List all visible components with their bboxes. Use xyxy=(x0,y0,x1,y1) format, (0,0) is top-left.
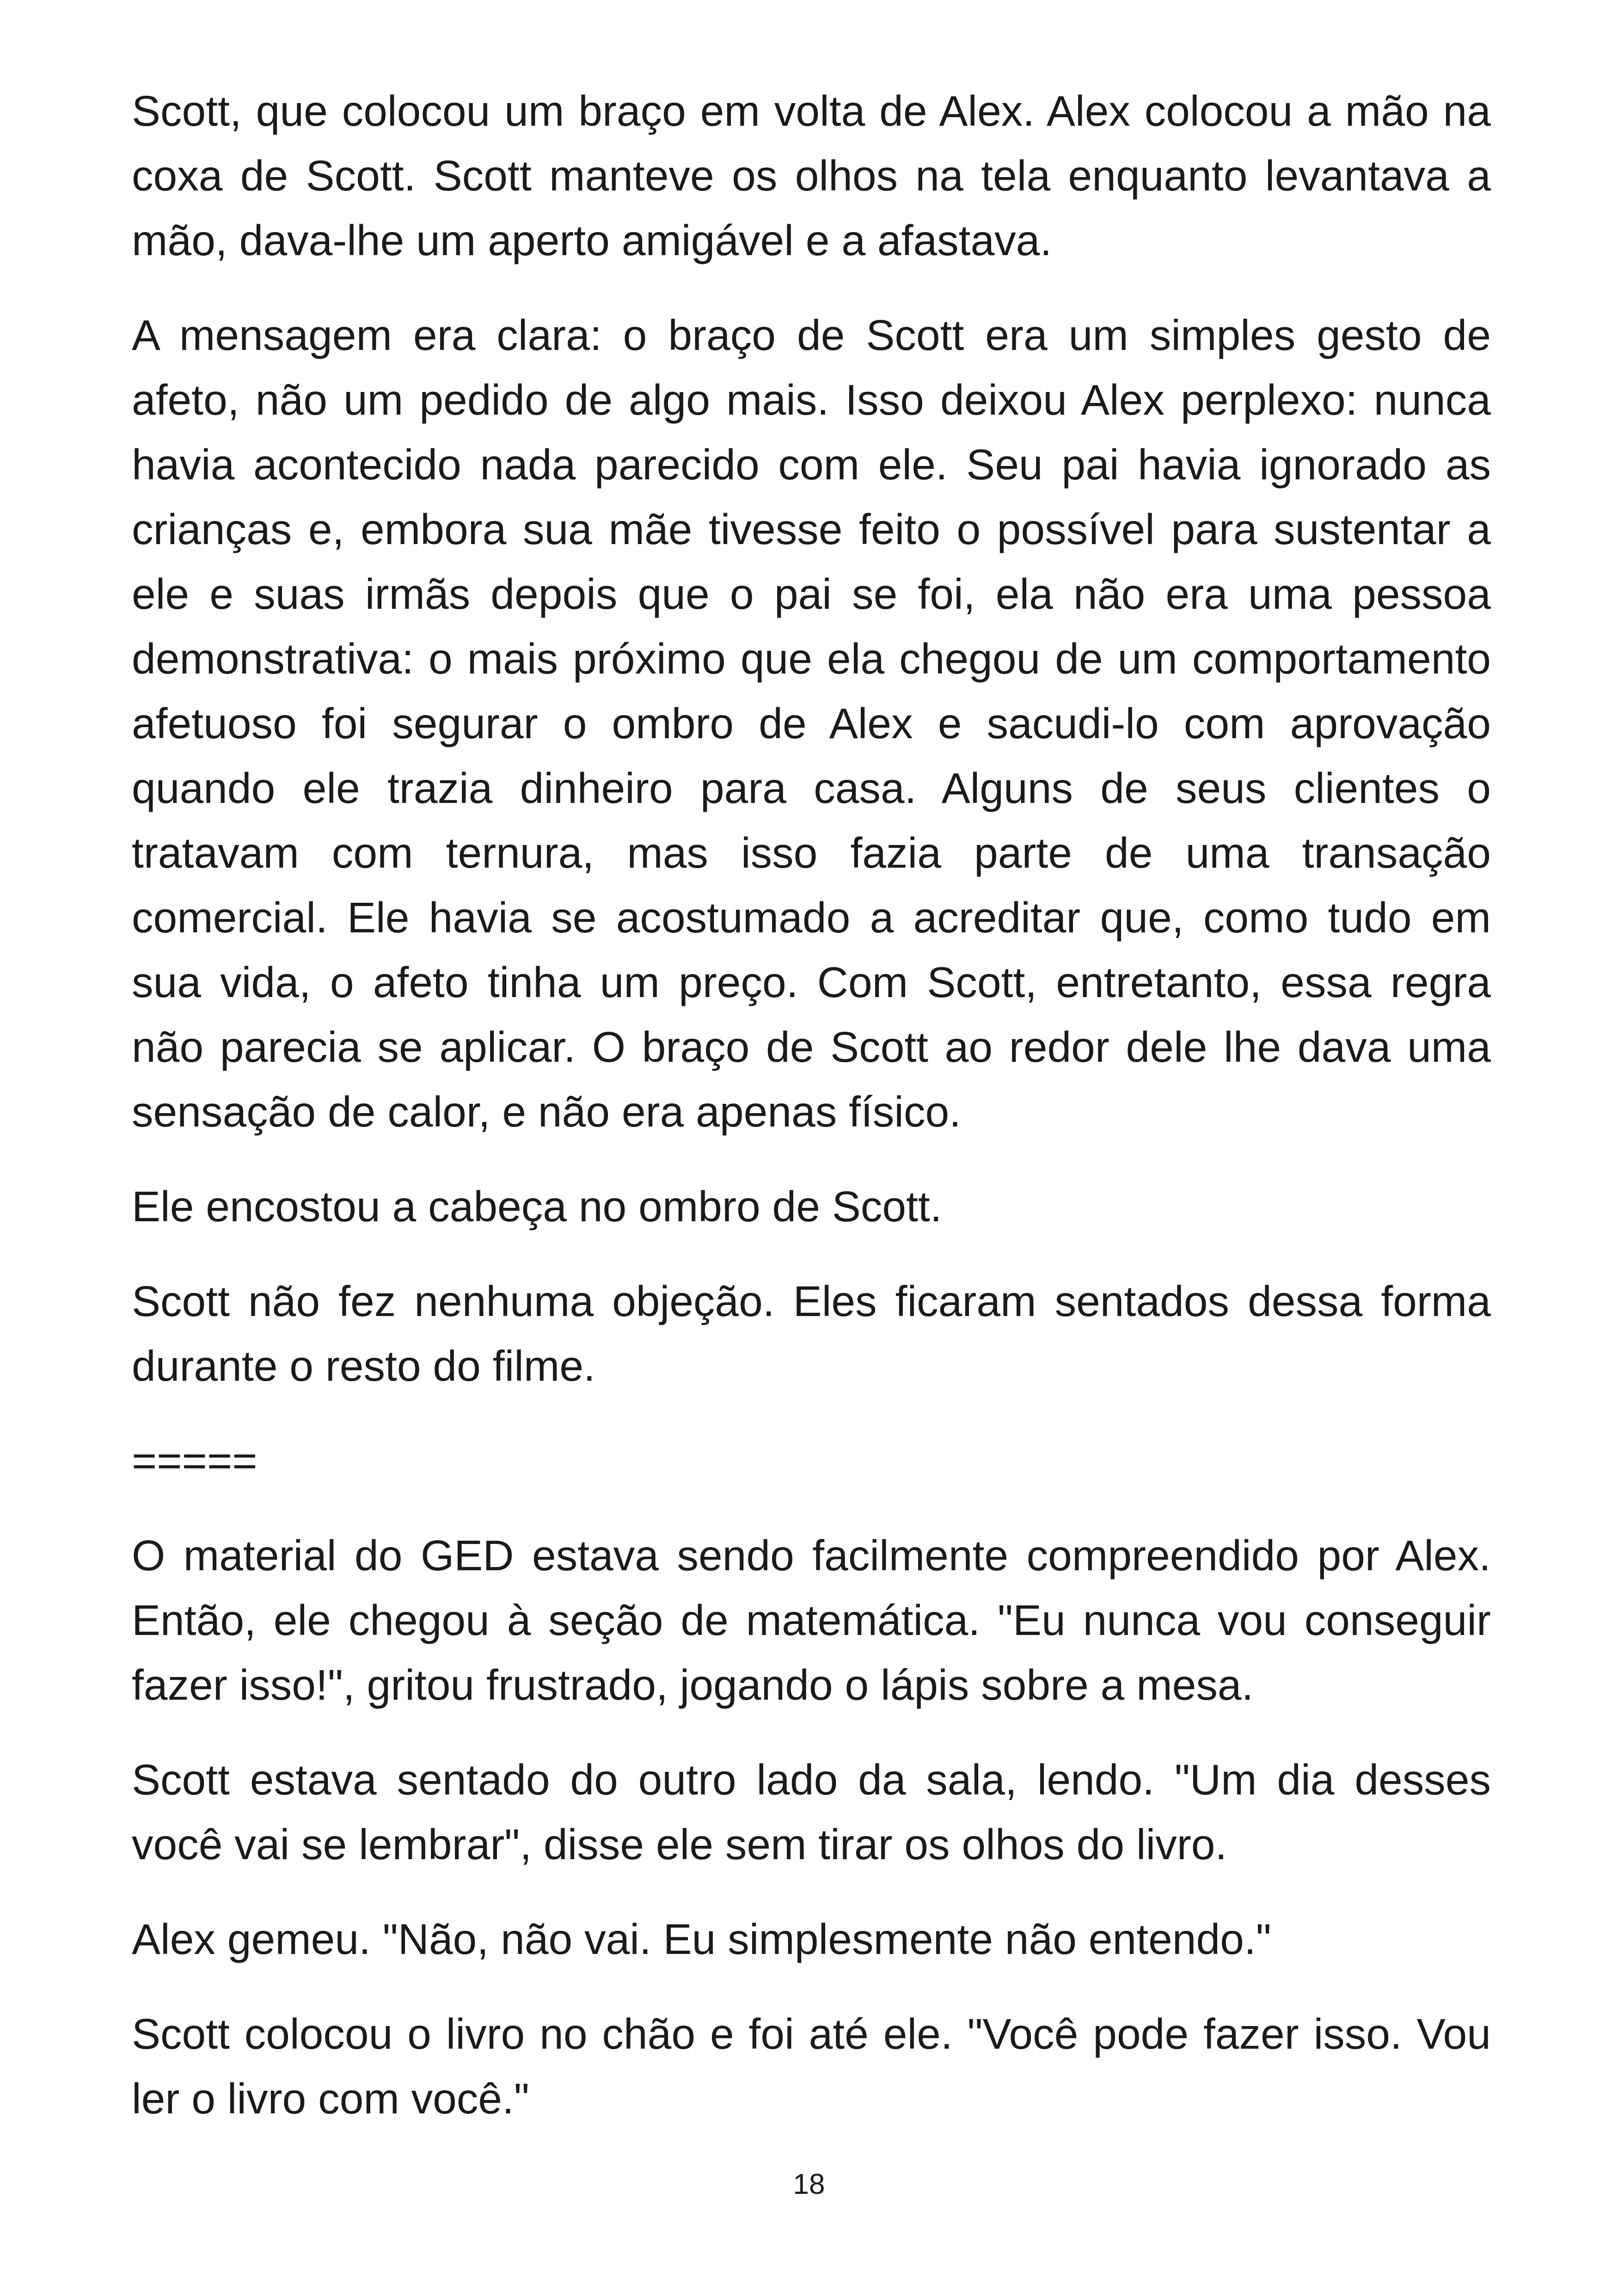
paragraph: Scott estava sentado do outro lado da sala, lendo. "Um dia desses você vai se lembrar", disse ele sem tirar os olhos do livro. xyxy=(132,1756,1491,1868)
paragraph: Scott não fez nenhuma objeção. Eles ficaram sentados dessa forma durante o resto do filme. xyxy=(132,1277,1491,1390)
paragraph: Alex gemeu. "Não, não vai. Eu simplesmente não entendo." xyxy=(132,1915,1271,1963)
paragraph: A mensagem era clara: o braço de Scott era um simples gesto de afeto, não um pedido de algo mais. Isso deixou Alex perplexo: nunca havia acontecido nada parecido com ele. Seu pai havia ignorado as crianças e, embora sua mãe tivesse feito o possível para sustentar a ele e suas irmãs depois que o pai se foi, ela não era uma pessoa demonstrativa: o mais próximo que ela chegou de um comportamento afetuoso foi segurar o ombro de Alex e sacudi-lo com aprovação quando ele trazia dinheiro para casa. Alguns de seus clientes o tratavam com ternura, mas isso fazia parte de uma transação comercial. Ele havia se acostumado a acreditar que, como tudo em sua vida, o afeto tinha um preço. Com Scott, entretanto, essa regra não parecia se aplicar. O braço de Scott ao redor dele lhe dava uma sensação de calor, e não era apenas físico. xyxy=(132,311,1491,1136)
page-number: 18 xyxy=(793,2168,825,2200)
paragraph: Scott, que colocou um braço em volta de Alex. Alex colocou a mão na coxa de Scott. Scott manteve os olhos na tela enquanto levantava a mão, dava-lhe um aperto amigável e a afastava. xyxy=(132,87,1491,264)
paragraph: O material do GED estava sendo facilmente compreendido por Alex. Então, ele chegou à seção de matemática. "Eu nunca vou conseguir fazer isso!", gritou frustrado, jogando o lápis sobre a mesa. xyxy=(132,1531,1491,1709)
paragraph: Ele encostou a cabeça no ombro de Scott. xyxy=(132,1182,942,1231)
paragraph: Scott colocou o livro no chão e foi até ele. "Você pode fazer isso. Vou ler o livro com você." xyxy=(132,2010,1491,2123)
section-separator: ===== xyxy=(132,1437,257,1485)
body-text xyxy=(132,79,1491,2161)
